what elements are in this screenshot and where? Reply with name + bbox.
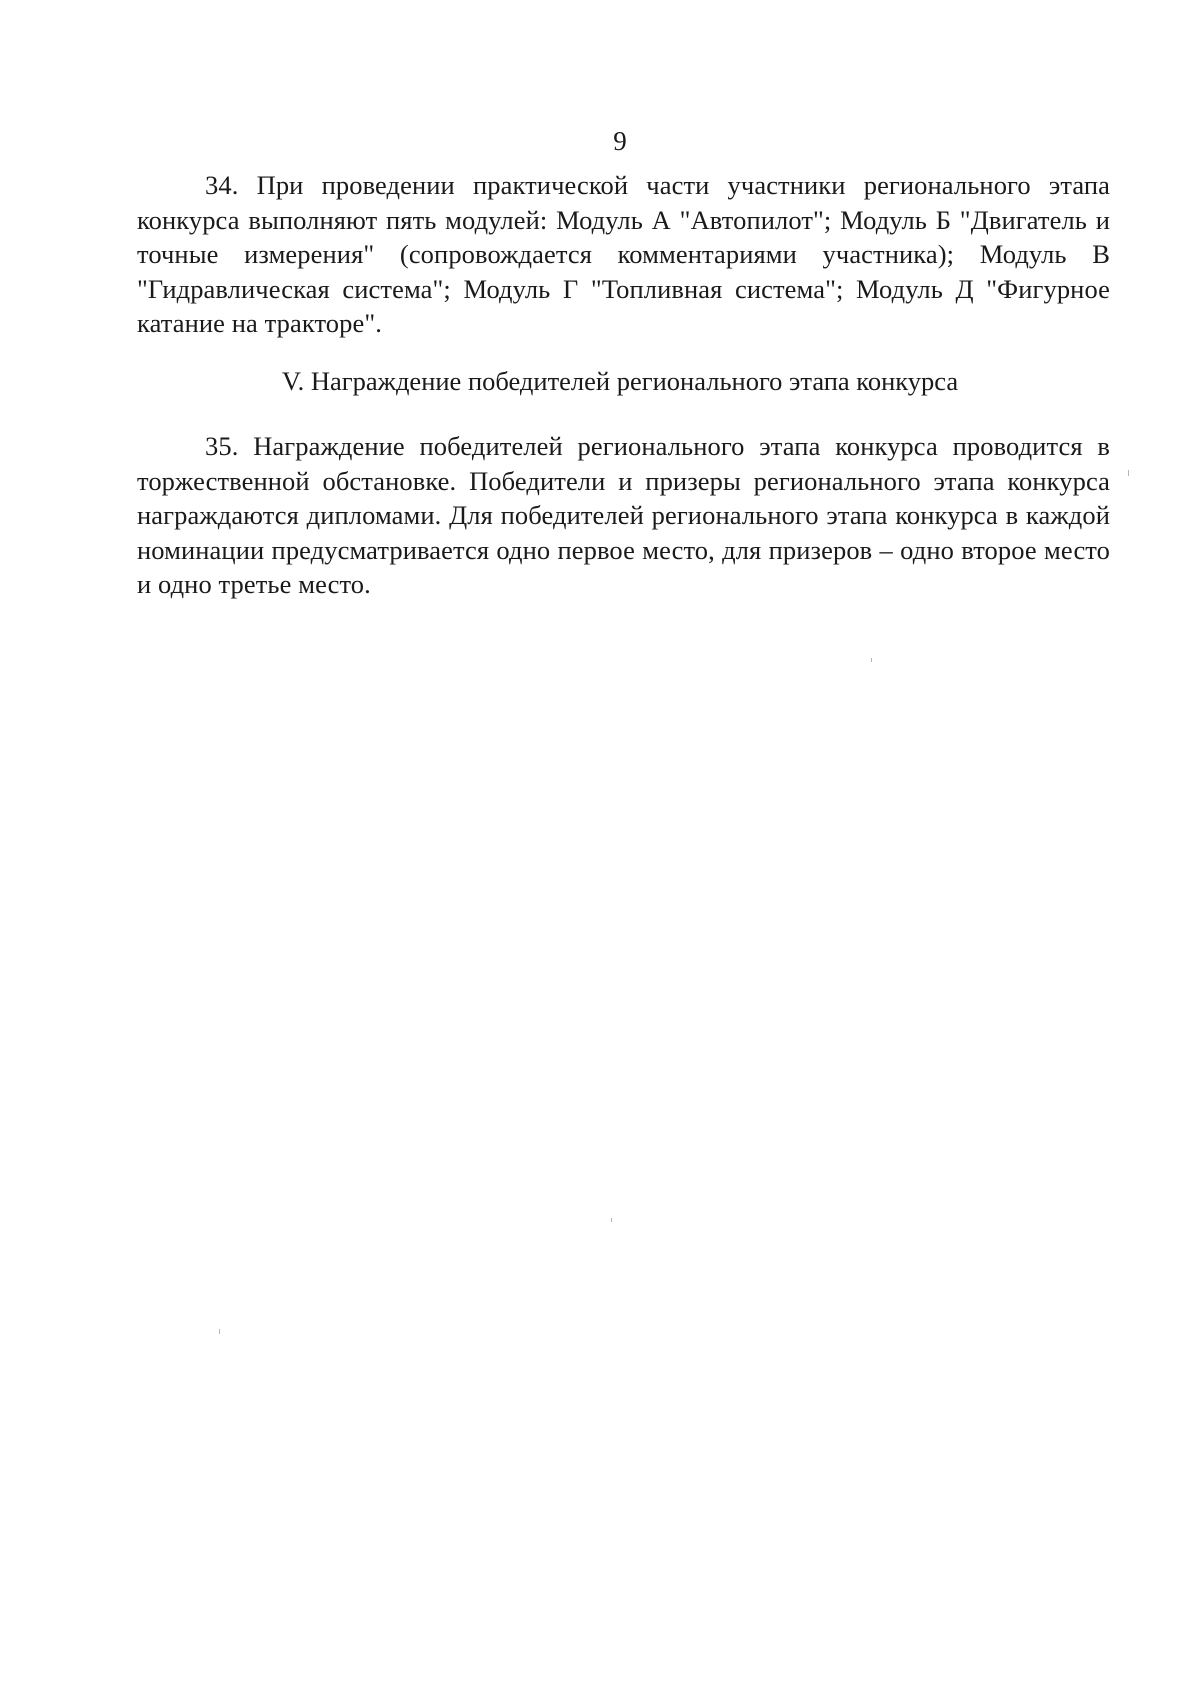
scan-speck	[219, 1329, 220, 1334]
scan-speck	[611, 1218, 612, 1222]
paragraph-34: 34. При проведении практической части участники регионального этапа конкурса выполняют пять модулей: Модуль А "Автопилот"; Модуль Б "Двигатель и точные измерения" (сопровождается комментариями участника); Модуль В "Гидравлическая система"; Модуль Г "Топливная система"; Модуль Д "Фигурное катание на тракторе".	[137, 170, 1110, 338]
scan-speck	[871, 658, 872, 662]
page-number: 9	[613, 126, 627, 156]
scan-speck	[1128, 470, 1129, 476]
section-heading: V. Награждение победителей регионального этапа конкурса	[281, 366, 959, 396]
paragraph-35: 35. Награждение победителей регионального этапа конкурса проводится в торжественной обстановке. Победители и призеры регионального этапа конкурса награждаются дипломами. Для победителей регионального этапа конкурса в каждой номинации предусматривается одно первое место, для призеров – одно второе место и одно третье место.	[137, 431, 1110, 599]
